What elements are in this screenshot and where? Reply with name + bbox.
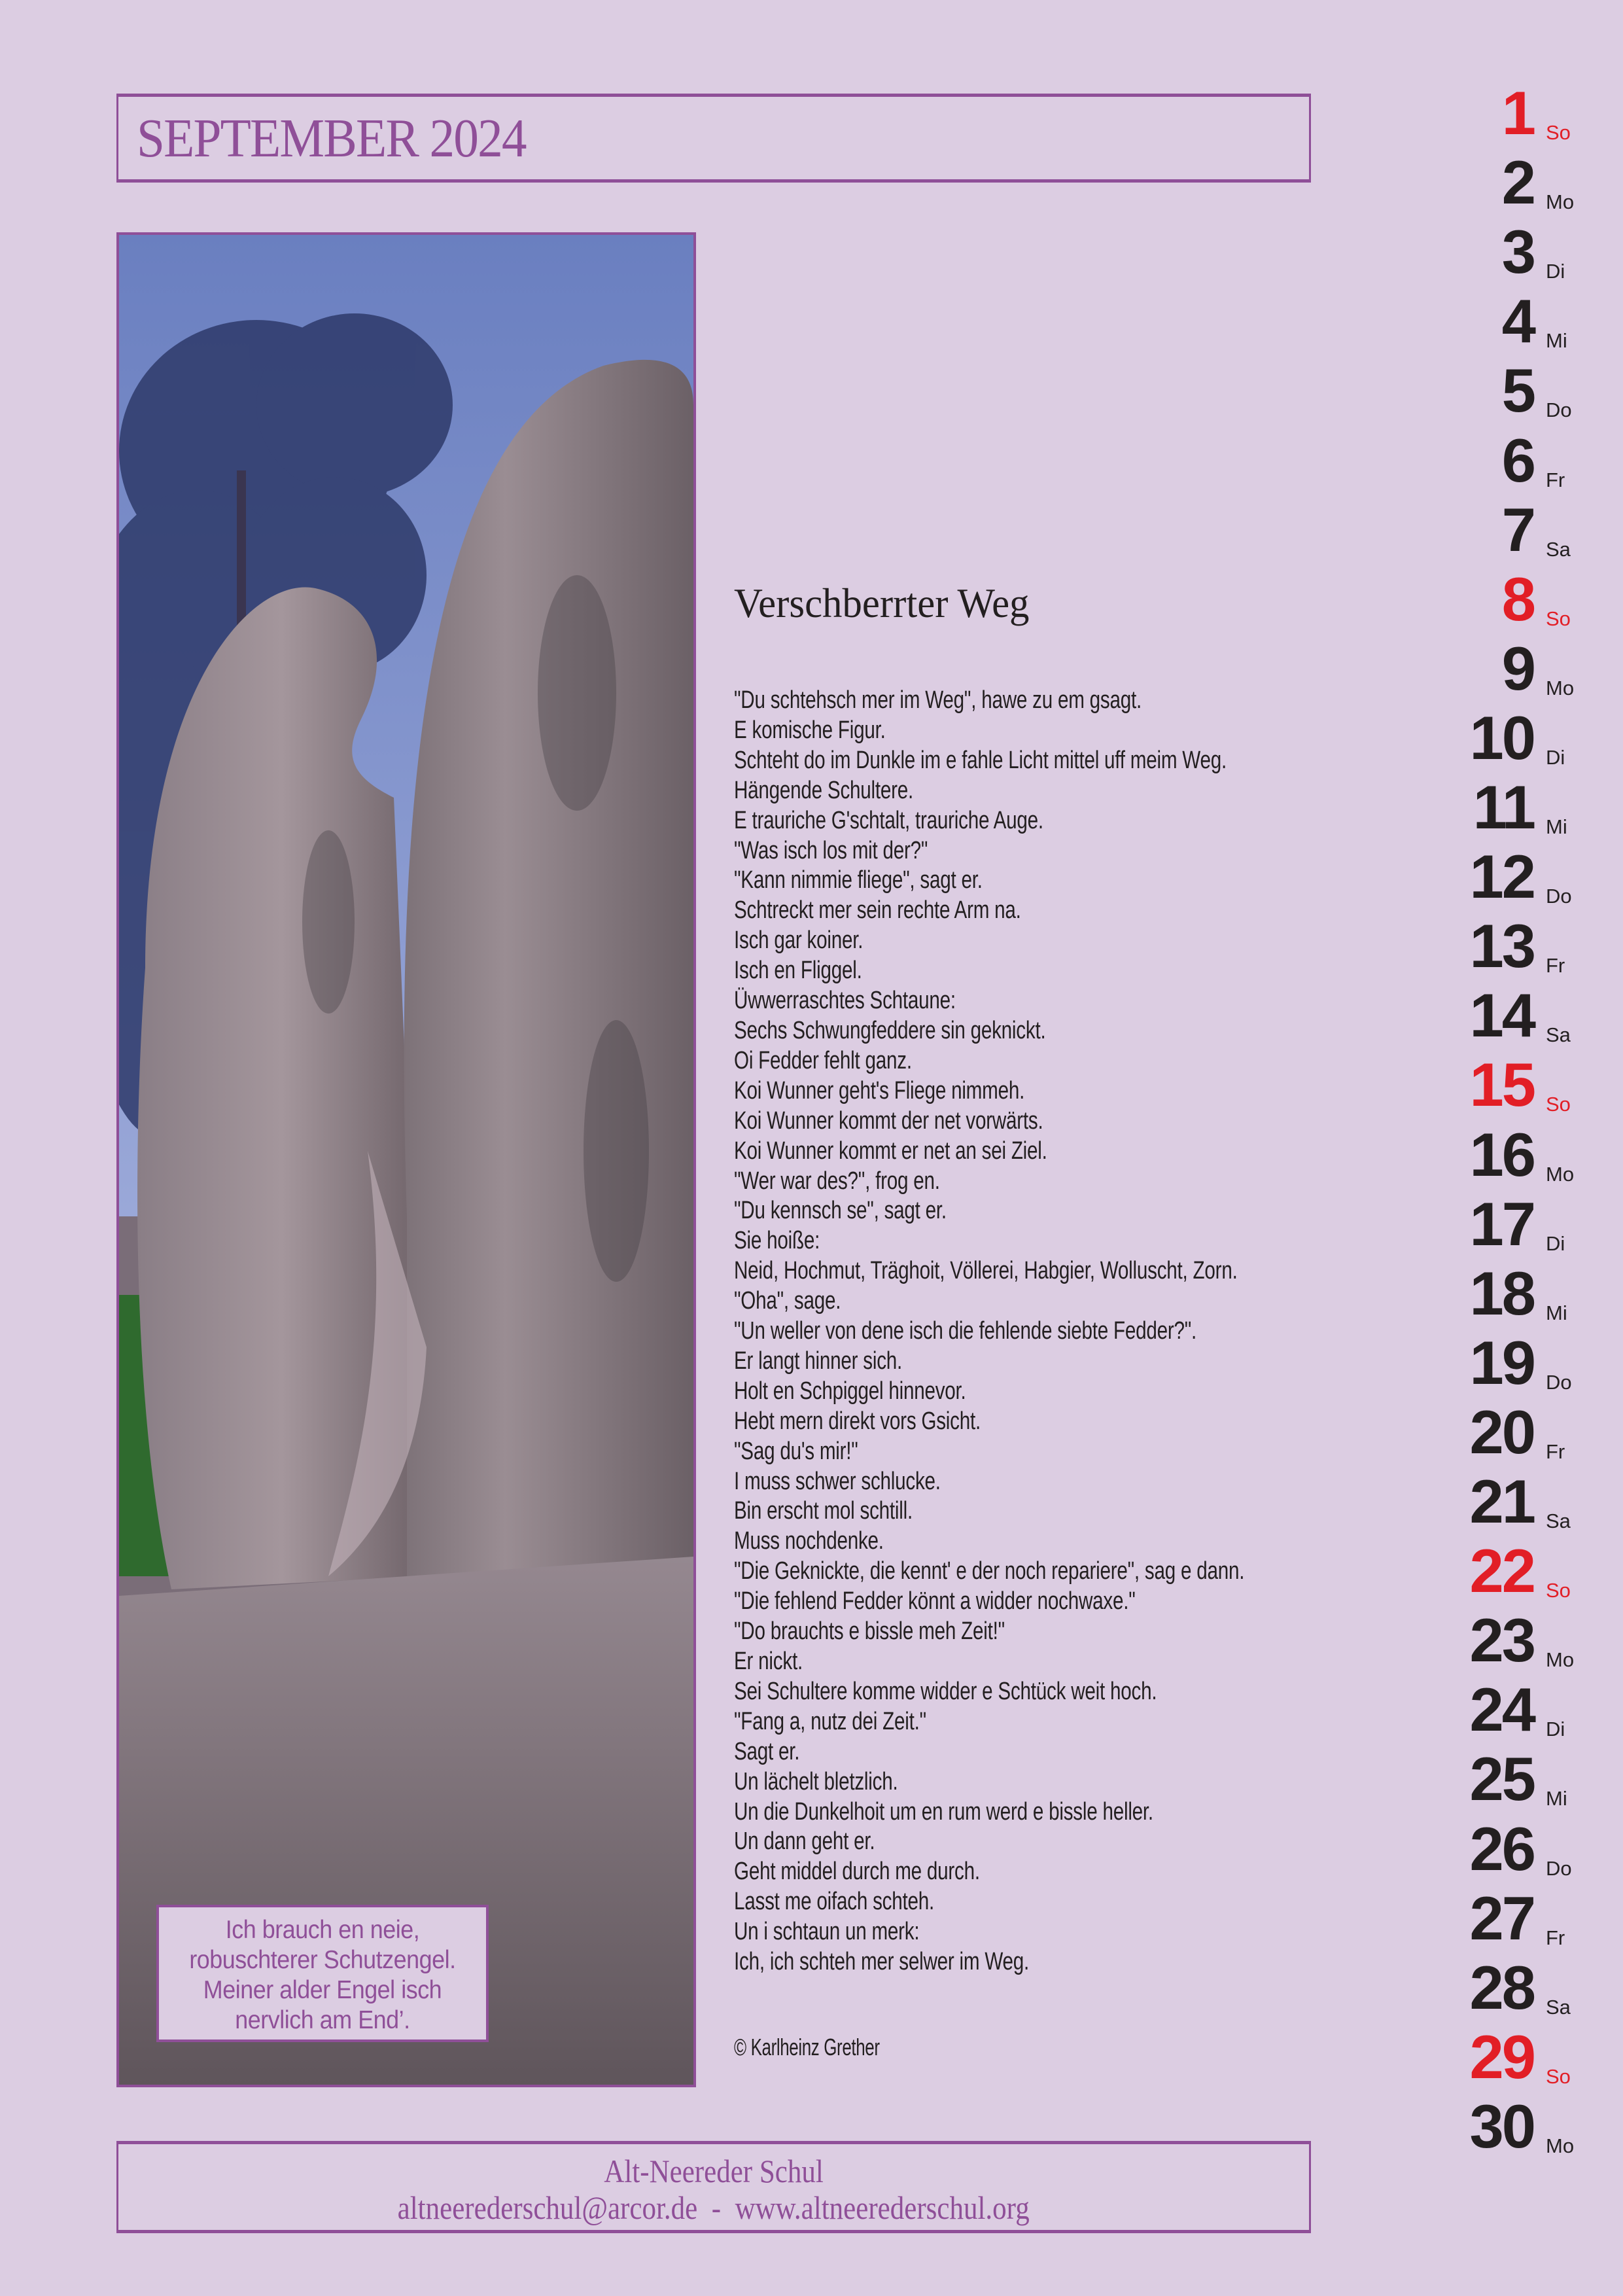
poem-body (734, 686, 1388, 1977)
poem-line: Koi Wunner geht's Fliege nimmeh. (734, 1076, 1025, 1104)
calendar-day-30 (1426, 2091, 1616, 2166)
poem-line: Holt en Schpiggel hinnevor. (734, 1377, 966, 1405)
calendar-day-8 (1426, 564, 1616, 639)
calendar-day-1 (1426, 79, 1616, 153)
day-number: 17 (1469, 1189, 1534, 1258)
day-number: 18 (1469, 1258, 1534, 1328)
footer-contact (118, 2191, 1309, 2224)
day-number: 21 (1469, 1467, 1534, 1536)
day-number: 27 (1469, 1883, 1534, 1952)
calendar-day-17 (1426, 1189, 1616, 1264)
calendar-day-3 (1426, 217, 1616, 292)
poem-line: E komische Figur. (734, 716, 886, 744)
calendar-day-20 (1426, 1397, 1616, 1472)
day-number: 5 (1501, 356, 1534, 425)
poem-line: Geht middel durch me durch. (734, 1858, 980, 1886)
weekday-label: Mi (1546, 1787, 1567, 1810)
calendar-day-22 (1426, 1536, 1616, 1611)
weekday-label: Mo (1546, 676, 1575, 699)
poem-line: "Die fehlend Fedder könnt a widder nochwaxe." (734, 1587, 1136, 1616)
poem-line: "Du kennsch se", sagt er. (734, 1197, 947, 1225)
weekday-label: Mo (1546, 2134, 1575, 2157)
poem-line: Hebt mern direkt vors Gsicht. (734, 1407, 981, 1435)
day-number: 13 (1469, 911, 1534, 981)
calendar-day-19 (1426, 1328, 1616, 1403)
caption-line: nervlich am End’. (235, 2006, 410, 2034)
weekday-label: Do (1546, 1370, 1572, 1394)
day-number: 2 (1501, 148, 1534, 217)
day-number: 20 (1469, 1397, 1534, 1466)
weekday-label: Di (1546, 745, 1565, 769)
poem-line: Bin erscht mol schtill. (734, 1497, 913, 1525)
weekday-label: Do (1546, 398, 1572, 422)
website-link[interactable]: www.altneerederschul.org (735, 2189, 1030, 2226)
calendar-day-27 (1426, 1883, 1616, 1958)
calendar-day-12 (1426, 842, 1616, 917)
day-number: 30 (1469, 2091, 1534, 2161)
weekday-label: So (1546, 607, 1571, 630)
poem-line: Sei Schultere komme widder e Schtück weit hoch. (734, 1677, 1157, 1705)
poem-line: "Du schtehsch mer im Weg", hawe zu em gsagt. (734, 686, 1142, 714)
poem-line: "Wer war des?", frog en. (734, 1167, 940, 1195)
weekday-label: Mo (1546, 1648, 1575, 1672)
poem-line: Un dann geht er. (734, 1828, 875, 1856)
day-number: 4 (1501, 287, 1534, 356)
day-number: 1 (1501, 79, 1534, 147)
poem-line: "Kann nimmie fliege", sagt er. (734, 866, 983, 894)
calendar-day-6 (1426, 425, 1616, 501)
caption-line: Ich brauch en neie, (225, 1916, 420, 1944)
photo-caption (156, 1905, 489, 2042)
day-number: 10 (1469, 703, 1534, 772)
poem-line: Oi Fedder fehlt ganz. (734, 1046, 912, 1074)
day-number: 7 (1501, 495, 1534, 564)
weekday-label: Sa (1546, 537, 1571, 561)
copyright-notice: © Karlheinz Grether (734, 2034, 880, 2060)
poem-line: Un die Dunkelhoit um en rum werd e bissle heller. (734, 1797, 1153, 1826)
weekday-label: So (1546, 2064, 1571, 2088)
poem-line: "Die Geknickte, die kennt' e der noch repariere", sag e dann. (734, 1557, 1245, 1585)
weekday-label: Di (1546, 1718, 1565, 1741)
calendar-day-29 (1426, 2022, 1616, 2097)
separator: - (712, 2189, 722, 2226)
poem-line: "Do brauchts e bissle meh Zeit!" (734, 1617, 1005, 1646)
day-number: 8 (1501, 564, 1534, 633)
poem-line: Muss nochdenke. (734, 1527, 884, 1555)
poem-line: Koi Wunner kommt der net vorwärts. (734, 1106, 1043, 1135)
month-header (116, 94, 1311, 183)
weekday-label: Mo (1546, 190, 1575, 214)
poem-line: Neid, Hochmut, Träghoit, Völlerei, Habgier, Wolluscht, Zorn. (734, 1257, 1238, 1285)
day-number: 22 (1469, 1536, 1534, 1606)
poem-line: Er langt hinner sich. (734, 1347, 903, 1375)
day-number: 9 (1501, 633, 1534, 703)
calendar-day-9 (1426, 633, 1616, 709)
weekday-label: So (1546, 1093, 1571, 1116)
poem-line: "Was isch los mit der?" (734, 836, 928, 864)
email-link[interactable]: altneerederschul@arcor.de (397, 2189, 698, 2226)
day-number: 25 (1469, 1744, 1534, 1814)
weekday-label: So (1546, 1579, 1571, 1602)
day-number: 16 (1469, 1120, 1534, 1189)
day-number: 29 (1469, 2022, 1534, 2091)
weekday-label: Fr (1546, 1439, 1565, 1463)
angel-statue-image (119, 235, 693, 2085)
calendar-day-2 (1426, 148, 1616, 222)
weekday-label: Sa (1546, 1510, 1571, 1532)
weekday-label: Mi (1546, 1301, 1567, 1324)
organization-name (118, 2155, 1309, 2187)
poem-line: Hängende Schultere. (734, 776, 914, 804)
calendar-day-18 (1426, 1258, 1616, 1333)
poem-line: Koi Wunner kommt er net an sei Ziel. (734, 1137, 1047, 1165)
day-number: 15 (1469, 1050, 1534, 1120)
caption-line: Meiner alder Engel isch (203, 1976, 442, 2004)
calendar-day-11 (1426, 773, 1616, 847)
angel-photo (116, 232, 696, 2087)
calendar-day-28 (1426, 1952, 1616, 2028)
footer (116, 2141, 1311, 2233)
poem-line: Ich, ich schteh mer selwer im Weg. (734, 1948, 1030, 1976)
day-number: 3 (1501, 217, 1534, 287)
day-number: 11 (1473, 773, 1534, 841)
calendar-day-5 (1426, 356, 1616, 431)
poem-line: Sechs Schwungfeddere sin geknickt. (734, 1016, 1046, 1044)
weekday-label: Mi (1546, 329, 1567, 353)
calendar-day-10 (1426, 703, 1616, 778)
weekday-label: So (1546, 121, 1571, 144)
poem-line: "Sag du's mir!" (734, 1437, 858, 1465)
poem-line: Lasst me oifach schteh. (734, 1888, 935, 1916)
poem-line: Üwwerraschtes Schtaune: (734, 987, 956, 1015)
poem-line: E trauriche G'schtalt, trauriche Auge. (734, 806, 1043, 834)
weekday-label: Do (1546, 885, 1572, 908)
poem-line: "Fang a, nutz dei Zeit." (734, 1707, 926, 1735)
weekday-label: Di (1546, 1231, 1565, 1255)
calendar-day-23 (1426, 1606, 1616, 1680)
poem-line: Un lächelt bletzlich. (734, 1767, 898, 1795)
calendar-day-15 (1426, 1050, 1616, 1125)
poem-line: Isch gar koiner. (734, 927, 864, 955)
organization-name-text: Alt-Neereder Schul (604, 2153, 824, 2189)
day-number: 19 (1469, 1328, 1534, 1397)
day-number: 24 (1469, 1675, 1534, 1744)
calendar-day-4 (1426, 287, 1616, 361)
poem-line: Er nickt. (734, 1648, 803, 1675)
caption-line: robuschterer Schutzengel. (189, 1946, 456, 1974)
poem-line: Schtreckt mer sein rechte Arm na. (734, 896, 1021, 925)
day-number: 12 (1469, 842, 1534, 911)
poem-line: Sagt er. (734, 1737, 800, 1765)
calendar-day-25 (1426, 1744, 1616, 1819)
weekday-label: Sa (1546, 1023, 1571, 1047)
calendar-day-13 (1426, 911, 1616, 986)
day-number: 14 (1469, 981, 1534, 1050)
poem-line: Sie hoiße: (734, 1227, 820, 1255)
day-number: 28 (1469, 1952, 1534, 2022)
calendar-day-24 (1426, 1675, 1616, 1750)
poem-line: Un i schtaun un merk: (734, 1918, 920, 1946)
weekday-label: Fr (1546, 1926, 1565, 1949)
weekday-label: Mi (1546, 815, 1567, 838)
calendar-day-7 (1426, 495, 1616, 570)
month-title: SEPTEMBER 2024 (137, 108, 526, 169)
weekday-label: Fr (1546, 468, 1565, 491)
calendar-day-26 (1426, 1814, 1616, 1889)
poem-title: Verschberrter Weg (734, 580, 1030, 626)
poem-line: Schteht do im Dunkle im e fahle Licht mittel uff meim Weg. (734, 746, 1227, 774)
calendar-day-14 (1426, 981, 1616, 1055)
day-number: 23 (1469, 1606, 1534, 1675)
weekday-label: Fr (1546, 954, 1565, 978)
poem-line: "Un weller von dene isch die fehlende siebte Fedder?". (734, 1317, 1197, 1345)
calendar-day-21 (1426, 1467, 1616, 1542)
poem-line: Isch en Fliggel. (734, 957, 862, 985)
day-number: 6 (1501, 425, 1534, 495)
weekday-label: Sa (1546, 1995, 1571, 2019)
weekday-label: Do (1546, 1856, 1572, 1880)
poem-line: I muss schwer schlucke. (734, 1467, 941, 1495)
weekday-label: Mo (1546, 1162, 1575, 1186)
calendar-day-16 (1426, 1120, 1616, 1195)
weekday-label: Di (1546, 260, 1565, 283)
day-number: 26 (1469, 1814, 1534, 1883)
poem-line: "Oha", sage. (734, 1287, 841, 1315)
